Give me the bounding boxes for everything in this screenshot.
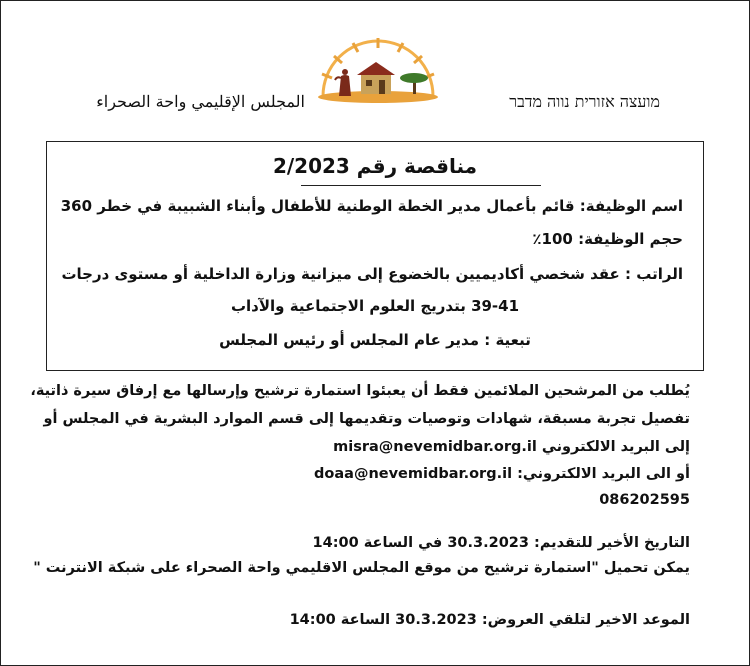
salary-line-1: الراتب : عقد شخصي أكاديميين بالخضوع إلى ميزانية وزارة الداخلية أو مستوى درجات: [61, 265, 683, 283]
download-form-note: يمكن تحميل "استمارة ترشيح من موقع المجلس الاقليمي واحة الصحراء على شبكة الانترنت ": [33, 560, 690, 576]
house-icon: [357, 62, 395, 94]
instructions-line-2: تفصيل تجربة مسبقة، شهادات وتوصيات وتقديمها إلى قسم الموارد البشرية في المجلس أو: [43, 411, 690, 427]
phone-number: 086202595: [599, 492, 690, 508]
tender-title: مناقصة رقم 2/2023: [272, 154, 478, 178]
reports-to: تبعية : مدير عام المجلس أو رئيس المجلس: [219, 331, 531, 349]
final-date: الموعد الاخير لتلقي العروض: 30.3.2023 الساعة 14:00: [289, 612, 690, 628]
woman-figure-icon: [335, 69, 351, 96]
job-size: حجم الوظيفة: 100٪: [532, 230, 683, 248]
council-logo: [303, 34, 453, 104]
job-title: اسم الوظيفة: قائم بأعمال مدير الخطة الوطنية للأطفال وأبناء الشبيبة في خطر 360: [60, 197, 683, 215]
tender-details-box: [46, 141, 704, 371]
email-line-1: إلى البريد الالكتروني misra@nevemidbar.org.il: [333, 439, 690, 455]
submission-deadline: التاريخ الأخير للتقديم: 30.3.2023 في الساعة 14:00: [312, 535, 690, 551]
council-name-hebrew: מועצה אזורית נווה מדבר: [509, 92, 660, 111]
salary-line-2: 39-41 بتدريج العلوم الاجتماعية والآداب: [230, 297, 520, 315]
tree-icon: [400, 73, 428, 94]
council-name-arabic: المجلس الإقليمي واحة الصحراء: [96, 92, 305, 111]
instructions-line-1: يُطلب من المرشحين الملائمين فقط أن يعبئوا استمارة ترشيح وإرسالها مع إرفاق سيرة ذاتية،: [30, 383, 690, 399]
email-line-2: أو الى البريد الالكتروني: doaa@nevemidbar.org.il: [314, 466, 690, 482]
title-underline: [301, 185, 541, 186]
